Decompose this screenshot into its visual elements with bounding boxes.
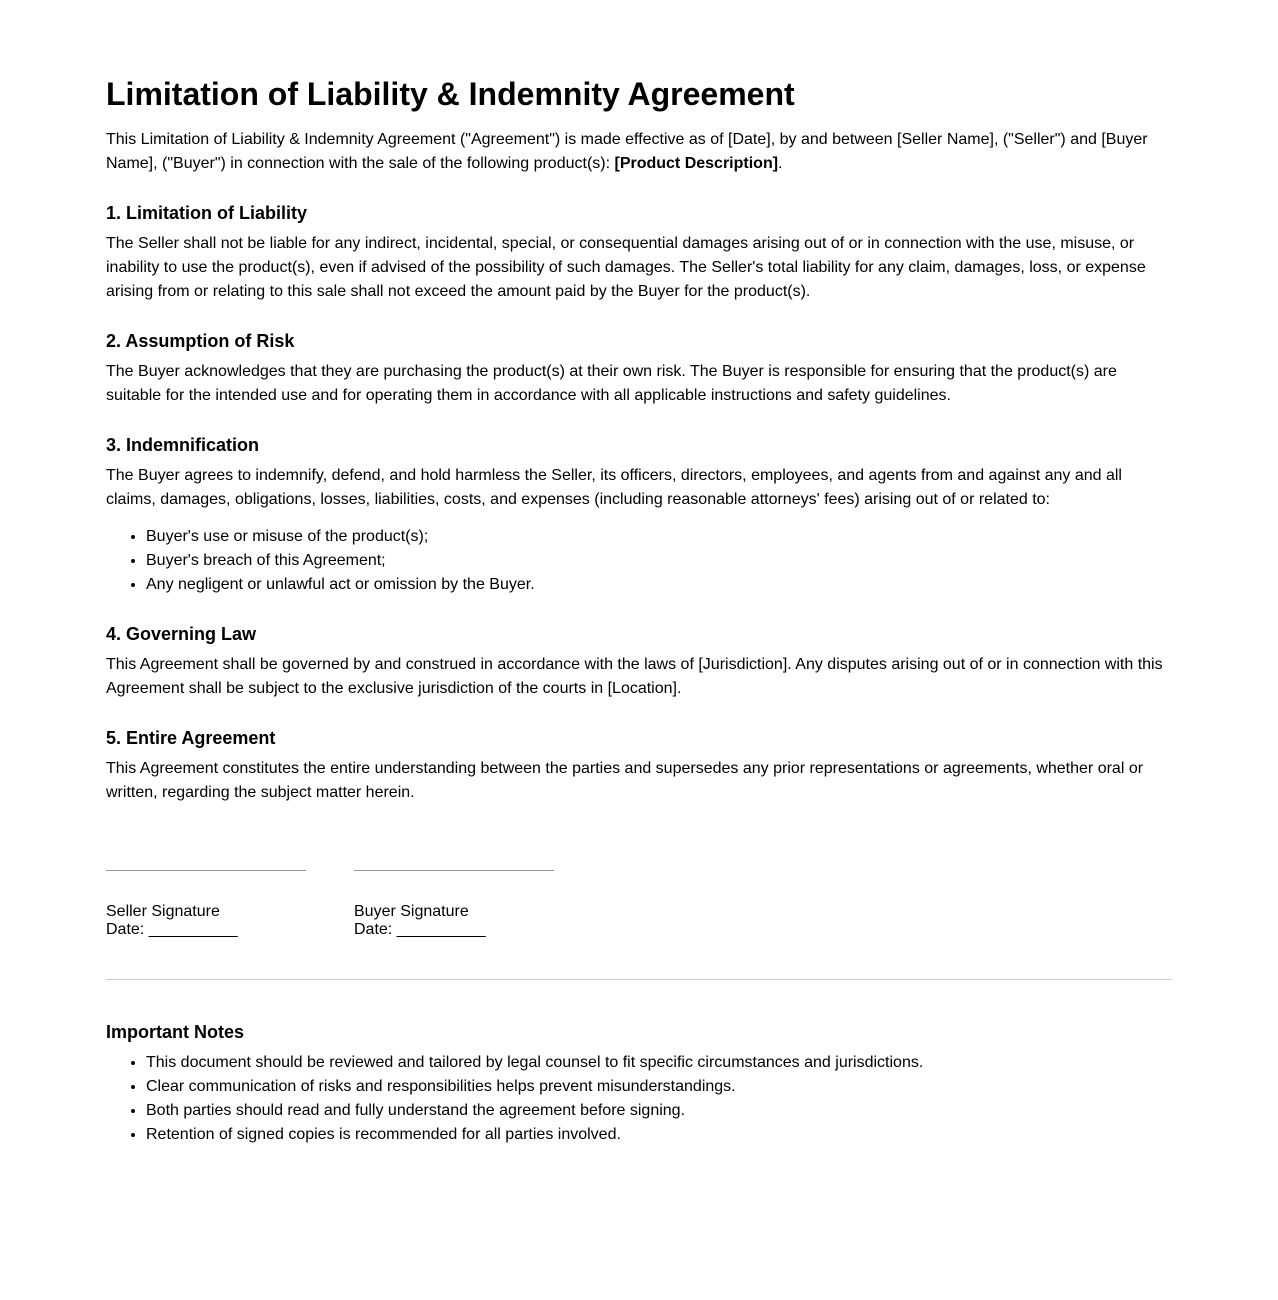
section-limitation-of-liability: [106, 201, 1172, 304]
section-body: This Agreement shall be governed by and construed in accordance with the laws of [Jurisdiction]. Any disputes arising out of or in connection with this Agreement shall be subject to the exclusive jurisdiction of the courts in [Location].: [106, 656, 1163, 697]
section-assumption-of-risk: [106, 329, 1172, 408]
buyer-signature-label: Buyer Signature: [354, 903, 469, 920]
intro-text: This Limitation of Liability & Indemnity Agreement ("Agreement") is made effective as of [Date], by and between [Seller Name], ("Seller") and [Buyer Name], ("Buyer") in connection with the sale of the following product(s):: [106, 131, 1148, 172]
intro-end: .: [778, 155, 783, 172]
list-item: • Buyer's breach of this Agreement;: [146, 549, 1172, 573]
list-item: • Any negligent or unlawful act or omission by the Buyer.: [146, 573, 1172, 597]
section-indemnification: [106, 433, 1172, 597]
section-heading: 2. Assumption of Risk: [106, 331, 295, 351]
section-heading: 3. Indemnification: [106, 435, 260, 455]
list-item: • Retention of signed copies is recommended for all parties involved.: [146, 1123, 1172, 1147]
list-item: • Clear communication of risks and responsibilities helps prevent misunderstandings.: [146, 1075, 1172, 1099]
document-title: Limitation of Liability & Indemnity Agreement: [106, 76, 795, 112]
indemnification-list: [106, 525, 1172, 597]
section-body: The Buyer acknowledges that they are purchasing the product(s) at their own risk. The Buyer is responsible for ensuring that the product(s) are suitable for the intended use and for operating them in accordance with all applicable instructions and safety guidelines.: [106, 363, 1117, 404]
seller-signature-label: Seller Signature: [106, 903, 220, 920]
section-heading: 4. Governing Law: [106, 624, 257, 644]
important-notes: [106, 1020, 1172, 1147]
section-heading: 1. Limitation of Liability: [106, 203, 308, 223]
section-body: This Agreement constitutes the entire understanding between the parties and supersedes any prior representations or agreements, whether oral or written, regarding the subject matter herein.: [106, 760, 1144, 801]
divider: [106, 979, 1172, 980]
list-item: • This document should be reviewed and tailored by legal counsel to fit specific circumstances and jurisdictions.: [146, 1051, 1172, 1075]
product-description-placeholder: [Product Description]: [614, 155, 779, 172]
section-entire-agreement: [106, 726, 1172, 805]
section-governing-law: [106, 622, 1172, 701]
seller-date-field: Date: __________: [106, 921, 238, 938]
notes-list: [106, 1051, 1172, 1147]
list-item: • Buyer's use or misuse of the product(s);: [146, 525, 1172, 549]
seller-signature-line: [106, 870, 306, 871]
list-item: • Both parties should read and fully understand the agreement before signing.: [146, 1099, 1172, 1123]
notes-heading: Important Notes: [106, 1022, 245, 1042]
seller-signature-block: [106, 870, 306, 939]
buyer-signature-block: [354, 870, 554, 939]
section-heading: 5. Entire Agreement: [106, 728, 276, 748]
buyer-date-field: Date: __________: [354, 921, 486, 938]
section-body: The Buyer agrees to indemnify, defend, and hold harmless the Seller, its officers, directors, employees, and agents from and against any and all claims, damages, obligations, losses, liabilities, costs, and expenses (including reasonable attorneys' fees) arising out of or related to:: [106, 467, 1122, 508]
section-body: The Seller shall not be liable for any indirect, incidental, special, or consequential damages arising out of or in connection with the use, misuse, or inability to use the product(s), even if advised of the possibility of such damages. The Seller's total liability for any claim, damages, loss, or expense arising from or relating to this sale shall not exceed the amount paid by the Buyer for the product(s).: [106, 235, 1146, 300]
signature-row: [106, 870, 1172, 939]
buyer-signature-line: [354, 870, 554, 871]
intro-paragraph: [106, 128, 1172, 176]
